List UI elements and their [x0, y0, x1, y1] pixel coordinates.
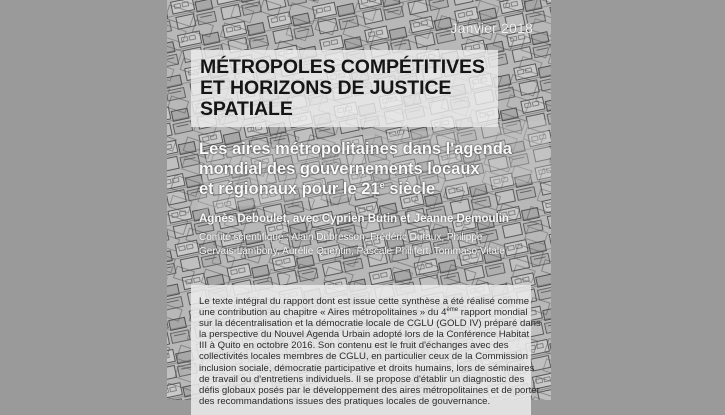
summary-line: inclusion sociale, démocratie participative et droits humains, lors de séminaires: [199, 362, 535, 374]
committee-line: Comité scientifique : Alain Dubresson, Frédéric Dufaux, Philippe: [199, 232, 483, 243]
authors: Agnès Deboulet, avec Cyprien Butin et Jeanne Demoulin: [199, 213, 509, 225]
summary-line: la perspective du Nouvel Agenda Urbain adopté lors de la Conférence Habitat: [199, 329, 530, 341]
summary-line: [199, 307, 529, 318]
committee-line: Gervais-Lambony, Aurélie Quentin, Pascale Philifert, Tommaso Vitale: [199, 245, 505, 257]
summary-line: III à Quito en octobre 2016. Son contenu est le fruit d'échanges avec des: [199, 340, 509, 352]
summary-line: défis globaux posés par le développement des aires métropolitaines et de porter: [199, 384, 540, 396]
title-line: SPATIALE: [200, 98, 293, 120]
title-line: ET HORIZONS DE JUSTICE: [200, 77, 452, 99]
document-subtitle: [199, 139, 544, 199]
title-line: MÉTROPOLES COMPÉTITIVES: [200, 56, 485, 78]
publication-date: Janvier 2018: [450, 20, 533, 36]
summary-line: des recommandations issues des pratiques locales de gouvernance.: [199, 395, 491, 407]
scientific-committee: [199, 231, 539, 258]
summary-line: collectivités locales membres de CGLU, en particulier ceux de la Commission: [199, 351, 528, 363]
subtitle-line: Les aires métropolitaines dans l'agenda: [199, 140, 512, 158]
summary-line: sur la décentralisation et la démocratie locale de CGLU (GOLD IV) préparé dans: [199, 318, 541, 330]
summary-box: [191, 285, 541, 415]
subtitle-line: [199, 179, 544, 199]
subtitle-text: siècle: [384, 180, 436, 198]
ordinal-superscript: e: [379, 180, 385, 190]
summary-line: de travail ou d'entretiens individuels. Il se propose d'établir un diagnostic des: [199, 373, 525, 385]
subtitle-text: et régionaux pour le 21: [199, 180, 380, 198]
title-box: [191, 50, 498, 127]
summary-text: [199, 296, 541, 407]
ordinal-superscript: ème: [446, 307, 459, 314]
document-cover-page: [167, 0, 551, 407]
document-title: [200, 57, 485, 120]
summary-line: Le texte intégral du rapport dont est issue cette synthèse a été réalisé comme: [199, 296, 530, 307]
summary-text-part: une contribution au chapitre « Aires métropolitaines » du 4: [199, 307, 447, 319]
summary-text-part: rapport mondial: [458, 307, 528, 319]
subtitle-line: mondial des gouvernements locaux: [199, 160, 480, 178]
